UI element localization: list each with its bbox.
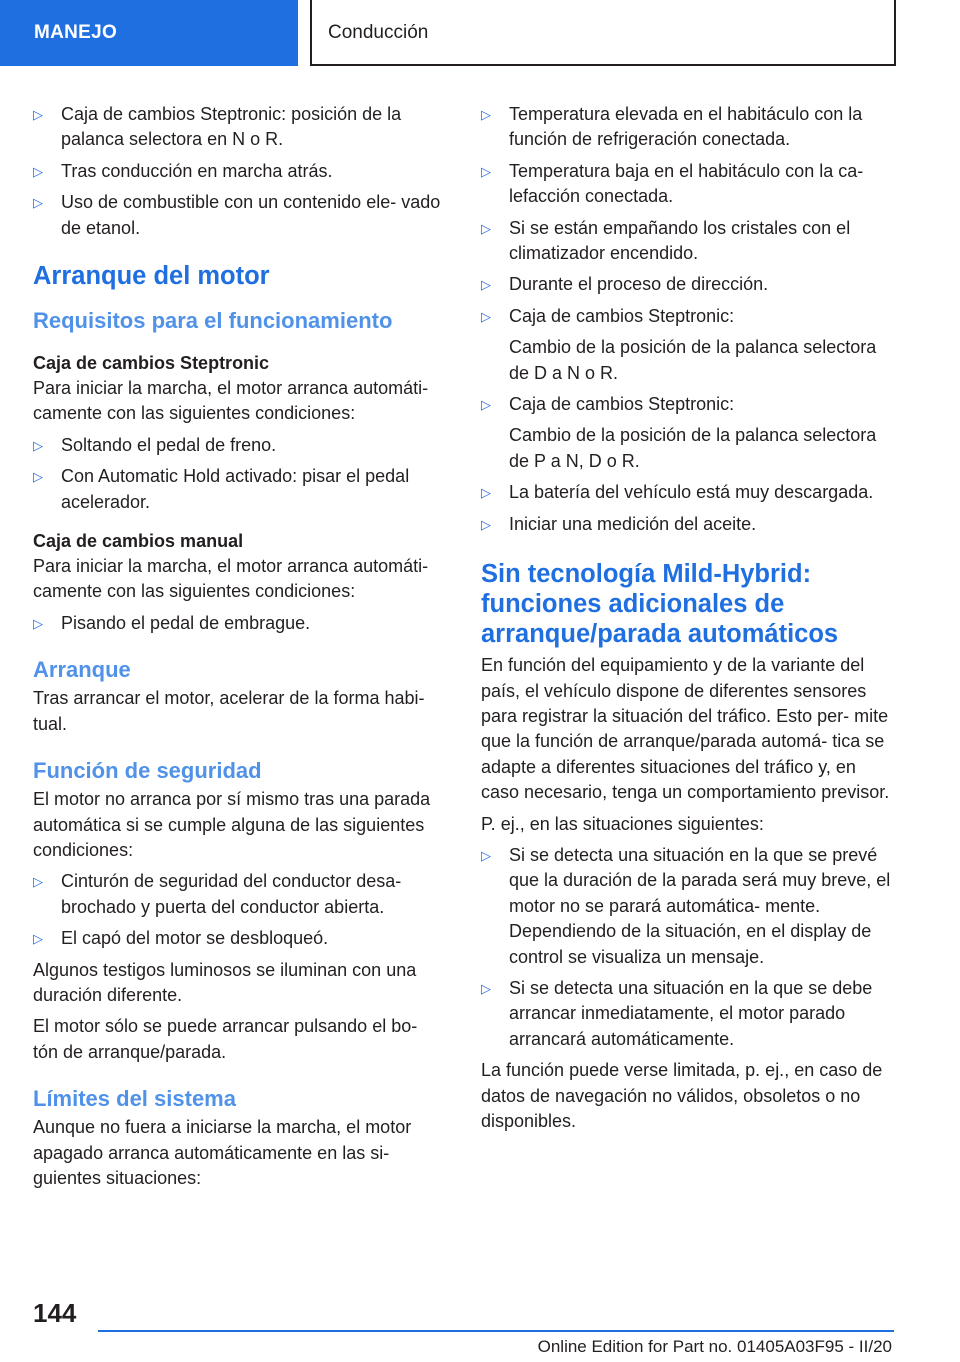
triangle-bullet-icon: ▷	[481, 308, 491, 324]
triangle-bullet-icon: ▷	[33, 469, 43, 485]
triangle-bullet-icon: ▷	[481, 847, 491, 863]
triangle-bullet-icon: ▷	[481, 277, 491, 293]
list-item: ▷ La batería del vehículo está muy descargada.	[481, 480, 896, 505]
list-item-detail: Cambio de la posición de la palanca selectora de D a N o R.	[509, 337, 877, 383]
list-item: ▷ Tras conducción en marcha atrás.	[33, 159, 445, 184]
triangle-bullet-icon: ▷	[33, 163, 43, 179]
list-item: ▷ El capó del motor se desbloqueó.	[33, 926, 445, 951]
heading-manual: Caja de cambios manual	[33, 531, 244, 552]
paragraph-safety-2: Algunos testigos luminosos se iluminan con una duración diferente.	[33, 959, 417, 1005]
heading-engine-start: Arranque del motor	[33, 262, 270, 291]
safety-list	[33, 869, 445, 951]
list-item: ▷ Caja de cambios Steptronic: Cambio de la posición de la palanca selectora de D a N o R.	[481, 304, 896, 386]
heading-start: Arranque	[33, 657, 131, 683]
paragraph-mild-3: La función puede verse limitada, p. ej., en caso de datos de navegación no válidos, obsoletos o no disponibles.	[481, 1060, 883, 1131]
section-tab: MANEJO	[0, 0, 298, 66]
heading-limits: Límites del sistema	[33, 1086, 236, 1112]
heading-steptronic: Caja de cambios Steptronic	[33, 353, 270, 374]
triangle-bullet-icon: ▷	[481, 980, 491, 996]
triangle-bullet-icon: ▷	[481, 107, 491, 122]
intro-list	[33, 102, 445, 241]
list-item: ▷ Si se están empañando los cristales con el climatizador encendido.	[481, 217, 851, 264]
list-item: ▷ Soltando el pedal de freno.	[33, 433, 445, 458]
list-item: ▷ Si se detecta una situación en la que se prevé que la duración de la parada será muy breve, el motor no se parará automática- mente. Dependiendo de la situación, en el display de control se visualiza un mensaje.	[481, 844, 891, 967]
list-item: ▷ Temperatura baja en el habitáculo con la ca- lefacción conectada.	[481, 160, 864, 207]
list-item-detail: Cambio de la posición de la palanca selectora de P a N, D o R.	[509, 425, 877, 471]
list-item: ▷ Caja de cambios Steptronic: posición de la palanca selectora en N o R.	[33, 104, 402, 150]
triangle-bullet-icon: ▷	[33, 107, 43, 122]
list-item: ▷ Cinturón de seguridad del conductor desa- brochado y puerta del conductor abierta.	[33, 871, 402, 917]
page-header	[0, 0, 960, 66]
paragraph-mild-1: En función del equipamiento y de la variante del país, el vehículo dispone de diferentes sensores para registrar la situación del tráfico. Esto per- mite que la función de arranque/parada automá- tica se adapte a diferentes situaciones del tráfico y, en caso necesario, tenga un comportamiento previsor.	[481, 655, 890, 803]
paragraph-mild-2: P. ej., en las situaciones siguientes:	[481, 813, 764, 834]
page-number: 144	[33, 1298, 77, 1328]
triangle-bullet-icon: ▷	[33, 615, 43, 631]
heading-mild-hybrid: Sin tecnología Mild-Hybrid: funciones adicionales de arranque/parada automáticos	[481, 560, 839, 649]
triangle-bullet-icon: ▷	[33, 195, 43, 211]
triangle-bullet-icon: ▷	[481, 220, 491, 236]
heading-safety: Función de seguridad	[33, 758, 262, 784]
list-item: ▷ Con Automatic Hold activado: pisar el pedal acelerador.	[33, 466, 410, 512]
list-item: ▷ Caja de cambios Steptronic: Cambio de la posición de la palanca selectora de P a N, D o R.	[481, 392, 896, 474]
conditions-list	[481, 102, 896, 537]
triangle-bullet-icon: ▷	[481, 397, 491, 413]
triangle-bullet-icon: ▷	[33, 874, 43, 890]
triangle-bullet-icon: ▷	[481, 516, 491, 532]
list-item: ▷ Durante el proceso de dirección.	[481, 272, 896, 297]
paragraph-safety: El motor no arranca por sí mismo tras una parada automática si se cumple alguna de las siguientes condiciones:	[33, 789, 431, 860]
list-item: ▷ Uso de combustible con un contenido ele- vado de etanol.	[33, 192, 441, 238]
footer-edition: Online Edition for Part no. 01405A03F95 - II/20	[537, 1337, 892, 1356]
paragraph-start: Tras arrancar el motor, acelerar de la forma habi- tual.	[33, 688, 425, 734]
paragraph-safety-3: El motor sólo se puede arrancar pulsando el bo- tón de arranque/parada.	[33, 1016, 418, 1062]
situations-list	[481, 843, 896, 1052]
chapter-title: Conducción	[310, 0, 896, 66]
manual-list	[33, 611, 445, 636]
list-item: ▷ Iniciar una medición del aceite.	[481, 512, 896, 537]
triangle-bullet-icon: ▷	[481, 163, 491, 179]
triangle-bullet-icon: ▷	[481, 485, 491, 501]
triangle-bullet-icon: ▷	[33, 437, 43, 453]
paragraph-steptronic: Para iniciar la marcha, el motor arranca automáti- camente con las siguientes condiciones:	[33, 378, 429, 424]
list-item: ▷ Si se detecta una situación en la que se debe arrancar inmediatamente, el motor parado arrancará automáticamente.	[481, 977, 873, 1049]
heading-requirements: Requisitos para el funcionamiento	[33, 308, 393, 334]
left-column	[33, 102, 445, 1197]
paragraph-limits: Aunque no fuera a iniciarse la marcha, el motor apagado arranca automáticamente en las si- guientes situaciones:	[33, 1117, 412, 1188]
right-column	[481, 102, 896, 1140]
steptronic-list	[33, 433, 445, 515]
paragraph-manual: Para iniciar la marcha, el motor arranca automáti- camente con las siguientes condiciones:	[33, 556, 429, 602]
list-item: ▷ Temperatura elevada en el habitáculo con la función de refrigeración conectada.	[481, 104, 863, 150]
triangle-bullet-icon: ▷	[33, 931, 43, 947]
list-item: ▷ Pisando el pedal de embrague.	[33, 611, 445, 636]
footer-divider	[98, 1330, 894, 1332]
